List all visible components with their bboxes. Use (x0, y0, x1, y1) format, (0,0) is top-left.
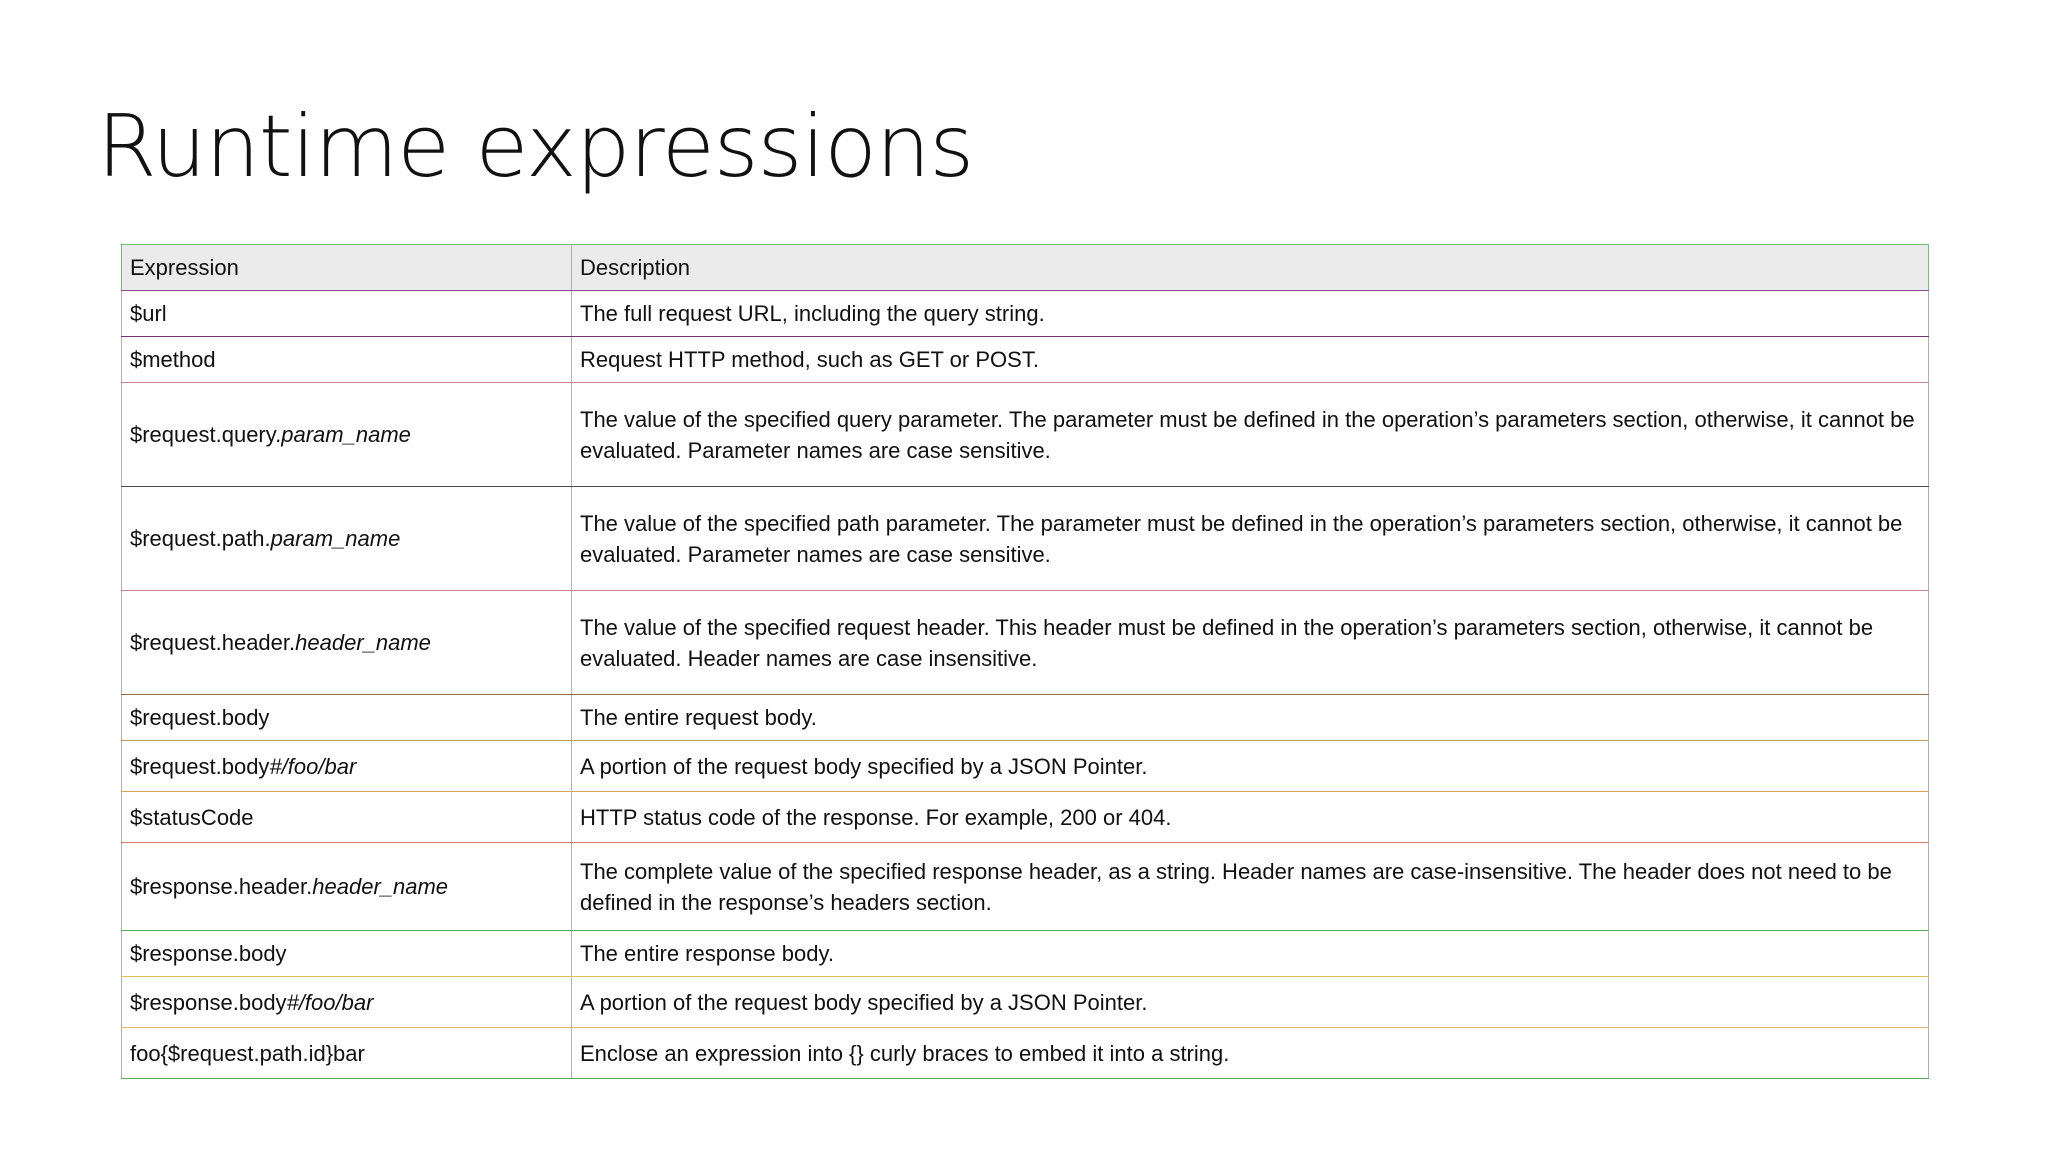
expression-text: $request.header. (130, 630, 296, 655)
table-row (122, 337, 1929, 383)
header-expression: Expression (122, 245, 572, 291)
expression-text: $response.body (130, 989, 287, 1015)
expression-placeholder: #/foo/bar (286, 989, 374, 1015)
header-description: Description (572, 245, 1929, 291)
table-row (122, 1028, 1929, 1079)
expression-cell (122, 591, 572, 695)
expression-cell (122, 695, 572, 741)
slide-title: Runtime expressions (97, 97, 974, 197)
expression-cell (122, 383, 572, 487)
expression-cell (122, 487, 572, 591)
expression-text: $method (130, 347, 216, 372)
runtime-expressions-table (121, 244, 1929, 1079)
table-row (122, 741, 1929, 792)
expression-text: foo{$request.path.id}bar (130, 1040, 365, 1066)
table-header-row (122, 245, 1929, 291)
description-cell: The entire response body. (572, 931, 1929, 977)
table-row (122, 843, 1929, 931)
expression-placeholder: header_name (312, 874, 449, 899)
table-row (122, 931, 1929, 977)
description-cell: The entire request body. (572, 695, 1929, 741)
table-row (122, 291, 1929, 337)
expression-placeholder: #/foo/bar (269, 753, 357, 779)
expression-cell (122, 843, 572, 931)
expression-placeholder: header_name (295, 630, 431, 655)
expression-text: $response.header. (130, 874, 313, 899)
expression-cell (122, 741, 572, 792)
expression-text: $response.body (130, 941, 287, 966)
table-row (122, 383, 1929, 487)
expression-cell (122, 1028, 572, 1079)
description-cell: Enclose an expression into {} curly braces to embed it into a string. (572, 1028, 1929, 1079)
expression-text: $request.body (130, 705, 270, 730)
description-cell: The full request URL, including the query string. (572, 291, 1929, 337)
table-row (122, 695, 1929, 741)
description-cell: HTTP status code of the response. For example, 200 or 404. (572, 792, 1929, 843)
description-cell: The value of the specified path parameter. The parameter must be defined in the operation’s parameters section, otherwise, it cannot be evaluated. Parameter names are case sensitive. (572, 487, 1929, 591)
description-cell: Request HTTP method, such as GET or POST. (572, 337, 1929, 383)
expression-cell (122, 792, 572, 843)
description-cell: A portion of the request body specified by a JSON Pointer. (572, 977, 1929, 1028)
description-cell: A portion of the request body specified by a JSON Pointer. (572, 741, 1929, 792)
description-cell: The complete value of the specified response header, as a string. Header names are case-insensitive. The header does not need to be defined in the response’s headers section. (572, 843, 1929, 931)
expression-text: $url (130, 301, 167, 326)
description-cell: The value of the specified request header. This header must be defined in the operation’s parameters section, otherwise, it cannot be evaluated. Header names are case insensitive. (572, 591, 1929, 695)
table-row (122, 591, 1929, 695)
expression-text: $request.body (130, 753, 270, 779)
table-row (122, 487, 1929, 591)
expression-cell (122, 337, 572, 383)
expression-placeholder: param_name (270, 526, 401, 551)
expression-placeholder: param_name (281, 422, 411, 447)
table-row (122, 977, 1929, 1028)
description-cell: The value of the specified query parameter. The parameter must be defined in the operation’s parameters section, otherwise, it cannot be evaluated. Parameter names are case sensitive. (572, 383, 1929, 487)
expression-cell (122, 291, 572, 337)
expression-text: $statusCode (130, 804, 254, 830)
expression-text: $request.query. (130, 422, 282, 447)
expression-text: $request.path. (130, 526, 271, 551)
table-row (122, 792, 1929, 843)
expression-cell (122, 931, 572, 977)
expression-cell (122, 977, 572, 1028)
